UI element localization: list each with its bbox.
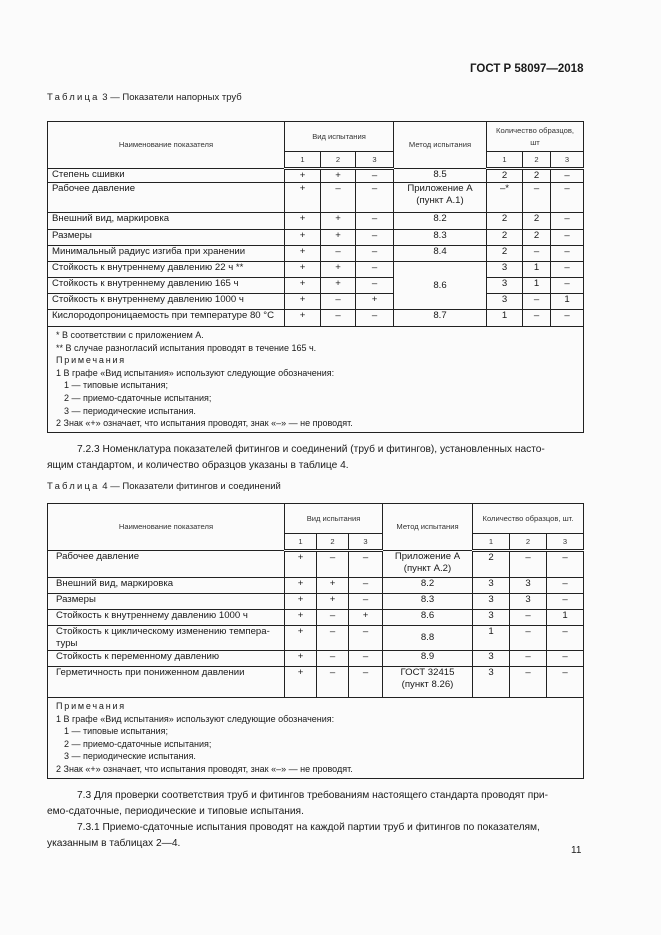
cell-s1: 3 xyxy=(487,278,523,294)
cell-t1: + xyxy=(285,262,321,278)
cell-t1: + xyxy=(285,551,317,578)
cell-t1: + xyxy=(285,667,317,698)
cell-t2: – xyxy=(317,610,349,626)
cell-t2: + xyxy=(317,578,349,594)
cell-name: Внешний вид, маркировка xyxy=(48,213,285,230)
page-number: 11 xyxy=(571,845,582,856)
header-name: Наименование показателя xyxy=(48,504,285,551)
cell-s3: – xyxy=(547,594,584,610)
cell-s1: 3 xyxy=(487,294,523,310)
document-code: ГОСТ Р 58097—2018 xyxy=(470,63,584,75)
paragraph-line: 7.3 Для проверки соответствия труб и фитингов требованиям настоящего стандарта проводят при- xyxy=(77,790,548,801)
cell-t3: + xyxy=(349,610,383,626)
note-2: 2 Знак «+» означает, что испытания проводят, знак «–» — не проводят. xyxy=(56,418,353,429)
cell-s3: – xyxy=(551,169,584,183)
cell-name: Стойкость к внутреннему давлению 1000 ч xyxy=(48,294,285,310)
cell-name: Рабочее давление xyxy=(48,551,285,578)
cell-name: Размеры xyxy=(48,230,285,246)
cell-name: Стойкость к внутреннему давлению 22 ч ** xyxy=(48,262,285,278)
cell-t2: + xyxy=(321,169,356,183)
header-samples-2: 2 xyxy=(523,152,551,169)
cell-s3: – xyxy=(551,310,584,327)
footnote-2: ** В случае разногласий испытания проводят в течение 165 ч. xyxy=(56,342,317,353)
cell-s1: 3 xyxy=(473,578,510,594)
cell-t3: – xyxy=(356,213,394,230)
cell-t3: – xyxy=(356,169,394,183)
cell-t2: + xyxy=(321,213,356,230)
cell-s3: 1 xyxy=(551,294,584,310)
table4-notes xyxy=(48,698,584,779)
table3-caption-prefix: Таблица xyxy=(47,92,100,103)
cell-s3: – xyxy=(551,230,584,246)
cell-t1: + xyxy=(285,169,321,183)
cell-s2: – xyxy=(523,310,551,327)
table3-caption-number: 3 xyxy=(102,92,108,103)
header-method: Метод испытания xyxy=(383,504,473,551)
cell-name: Герметичность при пониженном давлении xyxy=(48,667,285,698)
cell-s1: 2 xyxy=(487,230,523,246)
cell-t3: – xyxy=(349,551,383,578)
cell-method: 8.3 xyxy=(383,594,473,610)
cell-s3: – xyxy=(551,183,584,213)
paragraph-7-2-3 xyxy=(47,442,587,474)
table4-caption xyxy=(47,481,281,492)
cell-name: Стойкость к переменному давлению xyxy=(48,651,285,667)
cell-method: Приложение А (пункт А.2) xyxy=(383,551,473,578)
note-1b: 2 — приемо-сдаточные испытания; xyxy=(64,392,212,403)
table4 xyxy=(47,503,584,779)
cell-method: 8.9 xyxy=(383,651,473,667)
cell-t1: + xyxy=(285,310,321,327)
cell-t1: + xyxy=(285,183,321,213)
note-1a: 1 — типовые испытания; xyxy=(64,726,169,737)
table-row xyxy=(48,551,584,578)
table-row xyxy=(48,310,584,327)
header-test-3: 3 xyxy=(356,152,394,169)
note-2: 2 Знак «+» означает, что испытания проводят, знак «–» — не проводят. xyxy=(56,763,353,774)
cell-t2: – xyxy=(317,551,349,578)
cell-s3: – xyxy=(547,626,584,651)
cell-s1: 2 xyxy=(487,169,523,183)
cell-s1: 3 xyxy=(473,667,510,698)
header-samples: Количество образцов, шт xyxy=(487,122,584,152)
header-samples: Количество образцов, шт. xyxy=(473,504,584,534)
cell-t1: + xyxy=(285,213,321,230)
cell-name: Кислородопроницаемость при температуре 80 °С xyxy=(48,310,285,327)
table-row xyxy=(48,230,584,246)
cell-s1: 3 xyxy=(473,610,510,626)
table-row xyxy=(48,262,584,278)
cell-t1: + xyxy=(285,294,321,310)
table-row xyxy=(48,183,584,213)
table-row xyxy=(48,169,584,183)
cell-method: ГОСТ 32415 (пункт 8.26) xyxy=(383,667,473,698)
paragraph-line: ящим стандартом, и количество образцов указаны в таблице 4. xyxy=(47,460,349,471)
header-samples-3: 3 xyxy=(547,534,584,551)
cell-t2: + xyxy=(321,278,356,294)
footnote-1: * В соответствии с приложением А. xyxy=(56,330,204,340)
note-1c: 3 — периодические испытания. xyxy=(64,751,196,762)
cell-t2: – xyxy=(321,183,356,213)
cell-t3: – xyxy=(349,667,383,698)
cell-t3: – xyxy=(356,230,394,246)
cell-t2: – xyxy=(321,294,356,310)
cell-s3: – xyxy=(547,578,584,594)
cell-t1: + xyxy=(285,610,317,626)
header-samples-1: 1 xyxy=(473,534,510,551)
cell-method: 8.2 xyxy=(394,213,487,230)
table-row xyxy=(48,578,584,594)
cell-s1: 3 xyxy=(473,594,510,610)
cell-t3: – xyxy=(356,246,394,262)
header-samples-3: 3 xyxy=(551,152,584,169)
table3-caption-title: — Показатели напорных труб xyxy=(110,92,242,103)
header-test-type: Вид испытания xyxy=(285,504,383,534)
table-row xyxy=(48,294,584,310)
cell-s2: 1 xyxy=(523,262,551,278)
table3 xyxy=(47,121,584,433)
paragraph-7-3-1-line: 7.3.1 Приемо-сдаточные испытания проводят на каждой партии труб и фитингов по показателям, xyxy=(77,822,540,833)
cell-method: 8.5 xyxy=(394,169,487,183)
table-row xyxy=(48,594,584,610)
cell-s3: – xyxy=(547,651,584,667)
table3-notes xyxy=(48,327,584,433)
cell-s1: 2 xyxy=(487,213,523,230)
cell-name: Стойкость к внутреннему давлению 165 ч xyxy=(48,278,285,294)
header-method: Метод испытания xyxy=(394,122,487,169)
cell-s3: – xyxy=(547,551,584,578)
table-row xyxy=(48,651,584,667)
cell-s2: – xyxy=(523,294,551,310)
cell-name-text: Стойкость к циклическому изменению темпера-туры xyxy=(56,626,270,649)
notes-title: Примечания xyxy=(56,701,126,711)
cell-t1: + xyxy=(285,578,317,594)
cell-t3: – xyxy=(356,310,394,327)
cell-t3: – xyxy=(356,183,394,213)
cell-name: Внешний вид, маркировка xyxy=(48,578,285,594)
cell-s1: 1 xyxy=(473,626,510,651)
note-1a: 1 — типовые испытания; xyxy=(64,380,169,391)
cell-t1: + xyxy=(285,278,321,294)
table-row xyxy=(48,626,584,651)
cell-s2: 2 xyxy=(523,213,551,230)
cell-s3: – xyxy=(551,213,584,230)
cell-s1: –* xyxy=(487,183,523,213)
header-test-1: 1 xyxy=(285,534,317,551)
table4-caption-number: 4 xyxy=(102,481,108,492)
table-row xyxy=(48,246,584,262)
cell-t1: + xyxy=(285,246,321,262)
note-1c: 3 — периодические испытания. xyxy=(64,405,196,416)
cell-t1: + xyxy=(285,594,317,610)
paragraph-7-3 xyxy=(47,788,587,852)
cell-t1: + xyxy=(285,230,321,246)
cell-s2: – xyxy=(510,626,547,651)
header-name: Наименование показателя xyxy=(48,122,285,169)
cell-t2: – xyxy=(317,667,349,698)
cell-t3: – xyxy=(349,594,383,610)
cell-s2: – xyxy=(523,183,551,213)
cell-s1: 2 xyxy=(473,551,510,578)
cell-name: Степень сшивки xyxy=(48,169,285,183)
cell-method: 8.2 xyxy=(383,578,473,594)
cell-method: 8.6 xyxy=(394,262,487,310)
cell-s3: 1 xyxy=(547,610,584,626)
cell-s1: 3 xyxy=(487,262,523,278)
header-test-3: 3 xyxy=(349,534,383,551)
cell-t2: + xyxy=(317,594,349,610)
table4-caption-title: — Показатели фитингов и соединений xyxy=(110,481,281,492)
cell-t2: + xyxy=(321,262,356,278)
cell-s2: 1 xyxy=(523,278,551,294)
cell-name xyxy=(48,626,285,651)
cell-method: 8.8 xyxy=(383,626,473,651)
cell-t3: – xyxy=(356,262,394,278)
cell-s1: 1 xyxy=(487,310,523,327)
header-samples-2: 2 xyxy=(510,534,547,551)
cell-t1: + xyxy=(285,626,317,651)
table3-caption xyxy=(47,92,242,103)
cell-s3: – xyxy=(551,278,584,294)
cell-s2: 2 xyxy=(523,169,551,183)
cell-name: Стойкость к внутреннему давлению 1000 ч xyxy=(48,610,285,626)
table3-notes-row xyxy=(48,327,584,433)
cell-s3: – xyxy=(547,667,584,698)
cell-t2: – xyxy=(317,651,349,667)
table4-notes-row xyxy=(48,698,584,779)
cell-name: Рабочее давление xyxy=(48,183,285,213)
cell-s2: – xyxy=(510,551,547,578)
cell-t1: + xyxy=(285,651,317,667)
header-test-type: Вид испытания xyxy=(285,122,394,152)
cell-t3: – xyxy=(349,651,383,667)
cell-t3: + xyxy=(356,294,394,310)
cell-s2: 2 xyxy=(523,230,551,246)
note-1: 1 В графе «Вид испытания» используют следующие обозначения: xyxy=(56,367,335,378)
cell-s3: – xyxy=(551,246,584,262)
header-test-1: 1 xyxy=(285,152,321,169)
cell-method: 8.6 xyxy=(383,610,473,626)
cell-t2: – xyxy=(321,310,356,327)
table-row xyxy=(48,213,584,230)
cell-method: 8.7 xyxy=(394,310,487,327)
table-row xyxy=(48,278,584,294)
note-1b: 2 — приемо-сдаточные испытания; xyxy=(64,738,212,749)
cell-name: Размеры xyxy=(48,594,285,610)
cell-s1: 2 xyxy=(487,246,523,262)
cell-s2: – xyxy=(510,610,547,626)
header-test-2: 2 xyxy=(317,534,349,551)
cell-t3: – xyxy=(349,626,383,651)
note-1: 1 В графе «Вид испытания» используют следующие обозначения: xyxy=(56,713,335,724)
cell-s2: 3 xyxy=(510,578,547,594)
table4-caption-prefix: Таблица xyxy=(47,481,100,492)
cell-t3: – xyxy=(356,278,394,294)
cell-name: Минимальный радиус изгиба при хранении xyxy=(48,246,285,262)
paragraph-7-3-1-line: указанным в таблицах 2—4. xyxy=(47,838,181,849)
paragraph-line: 7.2.3 Номенклатура показателей фитингов и соединений (труб и фитингов), установленных насто- xyxy=(77,444,545,455)
cell-s1: 3 xyxy=(473,651,510,667)
table-row xyxy=(48,667,584,698)
cell-t2: – xyxy=(317,626,349,651)
cell-s3: – xyxy=(551,262,584,278)
table-row xyxy=(48,610,584,626)
cell-s2: 3 xyxy=(510,594,547,610)
cell-s2: – xyxy=(523,246,551,262)
notes-title: Примечания xyxy=(56,355,126,366)
cell-method: 8.4 xyxy=(394,246,487,262)
paragraph-line: емо-сдаточные, периодические и типовые испытания. xyxy=(47,806,304,817)
cell-t2: – xyxy=(321,246,356,262)
cell-s2: – xyxy=(510,651,547,667)
cell-s2: – xyxy=(510,667,547,698)
cell-t3: – xyxy=(349,578,383,594)
cell-t2: + xyxy=(321,230,356,246)
header-test-2: 2 xyxy=(321,152,356,169)
header-samples-1: 1 xyxy=(487,152,523,169)
cell-method: Приложение А (пункт А.1) xyxy=(394,183,487,213)
cell-method: 8.3 xyxy=(394,230,487,246)
